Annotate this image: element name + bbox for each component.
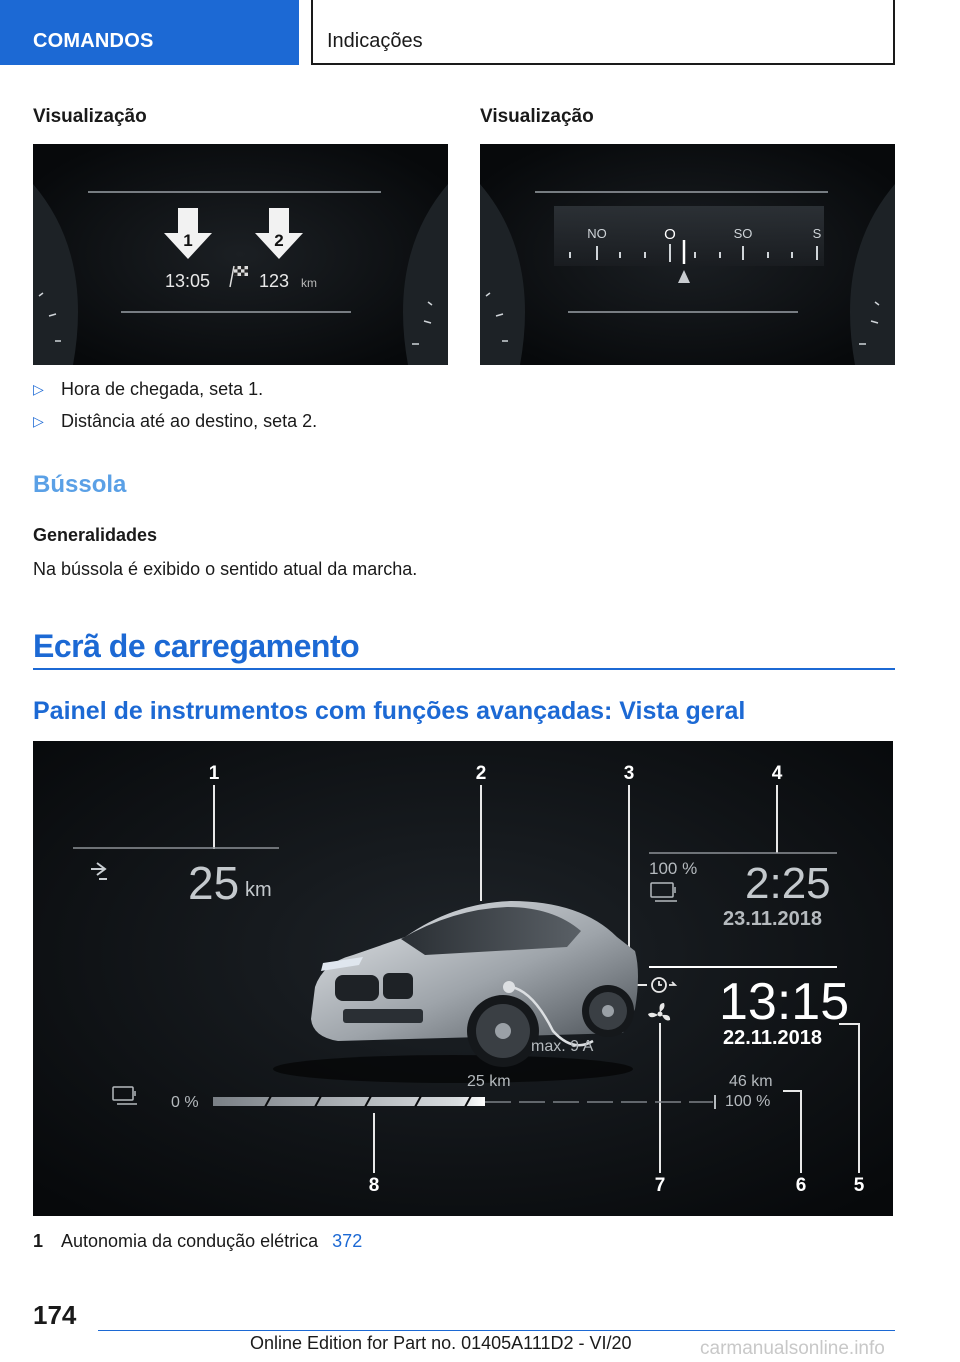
charging-subheading: Painel de instrumentos com funções avançadas: Vista geral	[33, 697, 746, 725]
callout-4: 4	[771, 763, 783, 784]
bullet-item	[33, 379, 263, 400]
compass-subheading: Generalidades	[33, 525, 158, 545]
date-bottom: 22.11.2018	[723, 1027, 822, 1049]
callout-6: 6	[795, 1175, 807, 1196]
bar-end-pct: 100 %	[725, 1093, 771, 1110]
compass-label-o: O	[664, 226, 676, 243]
chapter-tab	[311, 0, 895, 65]
chapter-label: Indicações	[327, 30, 423, 52]
bullet-text: Distância até ao destino, seta 2.	[61, 411, 318, 431]
figure-right-caption: Visualização	[480, 106, 594, 127]
date-top: 23.11.2018	[723, 908, 822, 930]
arrow-1-label: 1	[183, 231, 193, 250]
bar-end-km: 46 km	[729, 1073, 773, 1090]
arrival-display-image	[33, 144, 448, 365]
callout-8: 8	[368, 1175, 380, 1196]
heading-divider	[33, 668, 895, 670]
charge-duration: 2:25	[745, 859, 831, 908]
compass-label-no: NO	[587, 226, 607, 241]
compass-display-svg	[480, 144, 895, 365]
figure-left-caption: Visualização	[33, 106, 147, 127]
compass-paragraph: Na bússola é exibido o sentido atual da marcha.	[33, 559, 418, 579]
watermark: carmanualsonline.info	[700, 1338, 885, 1359]
charging-screen-image	[33, 741, 893, 1216]
triangle-bullet-icon: ▷	[33, 413, 44, 429]
compass-label-so: SO	[733, 226, 753, 241]
callout-5: 5	[853, 1175, 865, 1196]
battery-target: 100 %	[649, 859, 698, 878]
arrival-display-svg	[33, 144, 448, 365]
compass-display-image	[480, 144, 895, 365]
range-value: 25	[188, 857, 240, 909]
callout-2: 2	[475, 763, 487, 784]
distance-unit: km	[301, 276, 317, 290]
arrival-time: 13:05	[165, 271, 211, 291]
section-tab	[0, 0, 299, 65]
footer-divider	[98, 1330, 895, 1331]
page-number: 174	[33, 1300, 77, 1330]
bar-mid-label: 25 km	[467, 1073, 511, 1090]
edition-text: Online Edition for Part no. 01405A111D2 - VI/20	[250, 1333, 632, 1353]
legend-number: 1	[33, 1231, 44, 1251]
charging-screen-svg	[33, 741, 893, 1216]
legend-text: Autonomia da condução elétrica	[61, 1231, 319, 1251]
triangle-bullet-icon: ▷	[33, 381, 44, 397]
bullet-text: Hora de chegada, seta 1.	[61, 379, 264, 399]
bar-start-label: 0 %	[171, 1094, 199, 1111]
section-label: COMANDOS	[33, 30, 154, 52]
range-unit: km	[245, 879, 272, 901]
callout-7: 7	[654, 1175, 666, 1196]
compass-label-s: S	[812, 226, 822, 241]
charge-progress-fill	[213, 1097, 485, 1106]
bullet-item	[33, 411, 317, 432]
callout-1: 1	[208, 763, 220, 784]
distance-value: 123	[259, 271, 290, 291]
callout-3: 3	[623, 763, 635, 784]
legend-item	[33, 1231, 362, 1252]
arrow-2-label: 2	[274, 231, 284, 250]
max-current: max. 9 A	[531, 1038, 594, 1055]
legend-page-link[interactable]: 372	[332, 1231, 363, 1251]
clock-time: 13:15	[719, 973, 850, 1031]
charging-heading: Ecrã de carregamento	[33, 628, 360, 664]
compass-heading: Bússola	[33, 471, 127, 498]
